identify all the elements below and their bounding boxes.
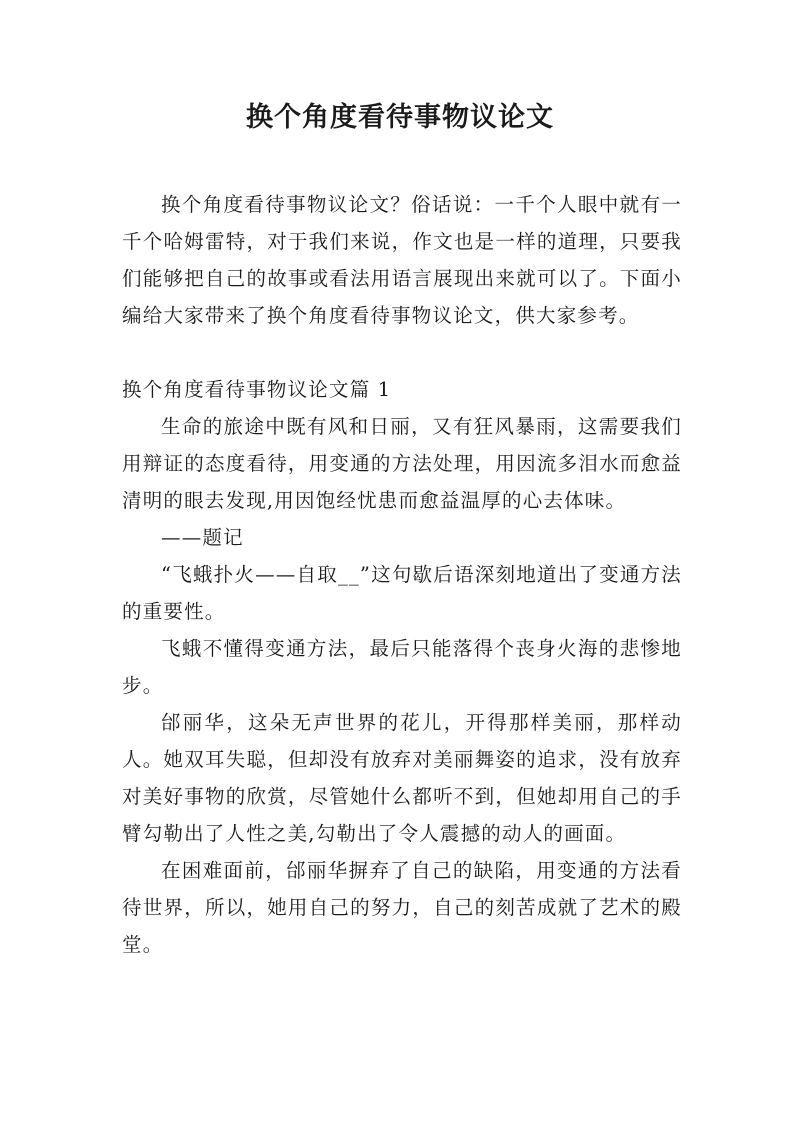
document-title: 换个角度看待事物议论文: [246, 102, 554, 133]
body-paragraph: 生命的旅途中既有风和日丽，又有狂风暴雨，这需要我们用辩证的态度看待，用变通的方法处理，用因流多泪水而愈益清明的眼去发现,用因饱经忧患而愈益温厚的心去体味。: [122, 415, 682, 512]
section-heading: 换个角度看待事物议论文篇 1: [122, 378, 392, 401]
paragraph-spacer: [122, 334, 682, 371]
epigraph-attribution: ——题记: [161, 526, 244, 549]
body-paragraph: “飞蛾扑火——自取__”这句歇后语深刻地道出了变通方法的重要性。: [122, 563, 682, 623]
body-paragraph: 在困难面前，邰丽华摒弃了自己的缺陷，用变通的方法看待世界，所以，她用自己的努力，自己的刻苦成就了艺术的殿堂。: [122, 859, 682, 956]
document-body: [122, 186, 682, 963]
intro-paragraph: 换个角度看待事物议论文？俗话说：一千个人眼中就有一千个哈姆雷特，对于我们来说，作文也是一样的道理，只要我们能够把自己的故事或看法用语言展现出来就可以了。下面小编给大家带来了换个角度看待事物议论文，供大家参考。: [122, 193, 682, 327]
body-paragraph: 飞蛾不懂得变通方法，最后只能落得个丧身火海的悲惨地步。: [122, 637, 682, 697]
body-paragraph: 邰丽华，这朵无声世界的花儿，开得那样美丽，那样动人。她双耳失聪，但却没有放弃对美丽舞姿的追求，没有放弃对美好事物的欣赏，尽管她什么都听不到，但她却用自己的手臂勾勒出了人性之美,勾勒出了令人震撼的动人的画面。: [122, 711, 682, 845]
